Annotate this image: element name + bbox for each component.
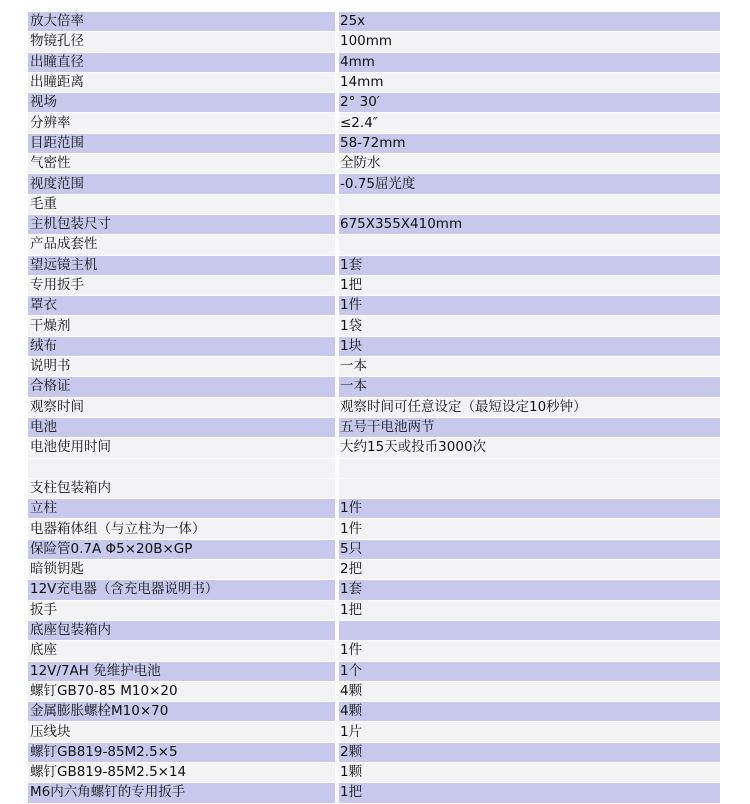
row-value: 1套 [337,580,720,600]
row-value: 675X355X410mm [337,214,720,234]
table-row [28,214,720,234]
row-label: 望远镜主机 [28,255,337,275]
row-value: 14mm [337,72,720,92]
row-label: 12V/7AH 免维护电池 [28,661,337,681]
row-label: 放大倍率 [28,12,337,32]
row-value: 1把 [337,600,720,620]
table-row [28,417,720,437]
row-label: 分辨率 [28,113,337,133]
table-row [28,194,720,214]
table-row [28,438,720,458]
table-row [28,783,720,803]
table-row [28,742,720,762]
row-value [337,458,720,478]
row-value: 4颗 [337,702,720,722]
row-value: 58-72mm [337,133,720,153]
table-row [28,113,720,133]
row-value: 2把 [337,560,720,580]
row-value: 一本 [337,377,720,397]
row-label: 说明书 [28,357,337,377]
table-row [28,235,720,255]
table-row [28,32,720,52]
row-label: 产品成套性 [28,235,337,255]
table-row [28,52,720,72]
table-row [28,620,720,640]
row-label: 专用扳手 [28,275,337,295]
row-label: 电池使用时间 [28,438,337,458]
table-row [28,499,720,519]
row-value [337,194,720,214]
row-label: 12V充电器（含充电器说明书） [28,580,337,600]
row-label: 出瞳距离 [28,72,337,92]
row-value: 2° 30′ [337,93,720,113]
row-label: 出瞳直径 [28,52,337,72]
row-value: 1片 [337,722,720,742]
table-row [28,296,720,316]
table-row [28,762,720,782]
row-label: 电器箱体组（与立柱为一体） [28,519,337,539]
row-value: 1把 [337,783,720,803]
row-value: 1件 [337,296,720,316]
row-value: 2颗 [337,742,720,762]
row-value: 五号干电池两节 [337,417,720,437]
row-label: M6内六角螺钉的专用扳手 [28,783,337,803]
row-value: 1颗 [337,762,720,782]
row-label: 罩衣 [28,296,337,316]
row-label: 目距范围 [28,133,337,153]
row-value: 1个 [337,661,720,681]
table-row [28,174,720,194]
table-row [28,600,720,620]
row-label: 绒布 [28,336,337,356]
row-label: 干燥剂 [28,316,337,336]
table-row [28,580,720,600]
row-label: 扳手 [28,600,337,620]
row-label: 电池 [28,417,337,437]
row-label: 支柱包装箱内 [28,478,337,498]
row-label: 视场 [28,93,337,113]
table-row [28,316,720,336]
table-row [28,336,720,356]
row-value: 4颗 [337,681,720,701]
row-label: 暗锁钥匙 [28,560,337,580]
row-label: 压线块 [28,722,337,742]
row-value: 全防水 [337,154,720,174]
table-row [28,722,720,742]
row-value: 一本 [337,357,720,377]
row-value: 观察时间可任意设定（最短设定10秒钟） [337,397,720,417]
row-value [337,478,720,498]
row-label: 保险管0.7A Φ5×20B×GP [28,539,337,559]
row-value: 1块 [337,336,720,356]
row-value: 1件 [337,519,720,539]
row-value: 1件 [337,499,720,519]
row-label: 螺钉GB819-85M2.5×14 [28,762,337,782]
row-label [28,458,337,478]
row-label: 气密性 [28,154,337,174]
table-row [28,478,720,498]
row-value: 100mm [337,32,720,52]
row-value: 5只 [337,539,720,559]
row-label: 螺钉GB819-85M2.5×5 [28,742,337,762]
table-row [28,377,720,397]
row-value: 25x [337,12,720,32]
row-label: 金属膨胀螺栓M10×70 [28,702,337,722]
table-row [28,72,720,92]
table-row [28,702,720,722]
table-row [28,681,720,701]
row-value: 1套 [337,255,720,275]
row-value: 1件 [337,641,720,661]
table-row [28,255,720,275]
table-row [28,357,720,377]
table-row [28,93,720,113]
row-value: 4mm [337,52,720,72]
spec-table-body [28,12,720,803]
row-value: -0.75屈光度 [337,174,720,194]
table-row [28,12,720,32]
table-row [28,519,720,539]
row-label: 主机包装尺寸 [28,214,337,234]
table-row [28,641,720,661]
row-value: 大约15天或投币3000次 [337,438,720,458]
row-label: 视度范围 [28,174,337,194]
row-value [337,235,720,255]
table-row [28,458,720,478]
row-label: 底座 [28,641,337,661]
row-value: 1把 [337,275,720,295]
row-label: 合格证 [28,377,337,397]
table-row [28,539,720,559]
row-value: ≤2.4″ [337,113,720,133]
table-row [28,560,720,580]
table-row [28,154,720,174]
table-row [28,275,720,295]
row-label: 立柱 [28,499,337,519]
table-row [28,133,720,153]
row-label: 观察时间 [28,397,337,417]
row-label: 螺钉GB70-85 M10×20 [28,681,337,701]
row-value [337,620,720,640]
row-label: 底座包装箱内 [28,620,337,640]
table-row [28,397,720,417]
table-row [28,661,720,681]
spec-table [28,12,720,804]
row-label: 毛重 [28,194,337,214]
row-label: 物镜孔径 [28,32,337,52]
row-value: 1袋 [337,316,720,336]
